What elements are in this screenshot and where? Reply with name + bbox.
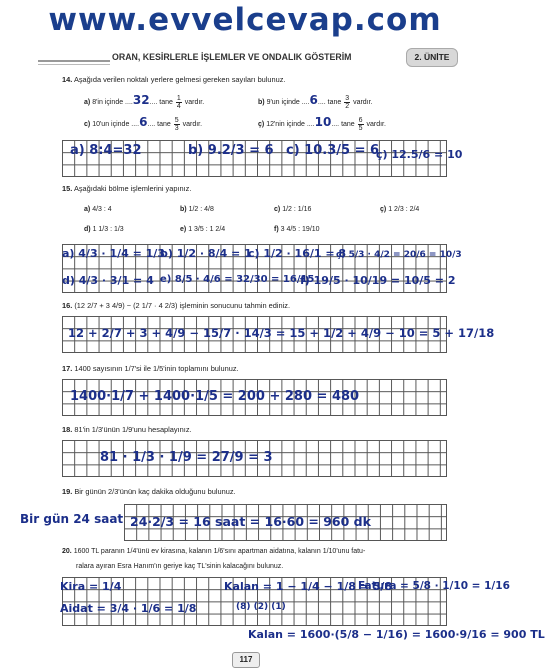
q15-work-a: a) 4/3 · 1/4 = 1/3 [62,247,165,260]
q15-work-d: d) 4/3 · 3/1 = 4 [62,274,154,287]
q15-work-f: f) 19/5 · 10/19 = 10/5 = 2 [300,274,456,287]
q15-work-e: e) 8/5 · 4/6 = 32/30 = 16/15 [160,274,315,285]
site-watermark: www.evvelcevap.com [48,2,442,38]
q15-e: e) 1 3/5 : 1 2/4 [180,226,226,233]
q15-work-c: c) 1/2 · 16/1 = 8 [248,247,347,260]
q18-work: 81 · 1/3 · 1/9 = 27/9 = 3 [100,450,273,465]
q14-prompt: 14. Aşağıda verilen noktalı yerlere gelmesi gereken sayıları bulunuz. [62,75,286,84]
q20-work-result: Kalan = 1600·(5/8 − 1/16) = 1600·9/16 = 900 TL [248,628,545,641]
q14-a: a) 8'in içinde ....32.... tane $\frac{1}{4}$ vardır. [84,93,205,110]
chapter-header [38,46,458,70]
chapter-title: ORAN, KESİRLERLE İŞLEMLER VE ONDALIK GÖSTERİM [112,52,352,62]
q14-work-b: b) 9.2/3 = 6 [188,143,274,158]
q14-b: b) 9'un içinde ....6.... tane $\frac{3}{2}$ vardır. [258,93,373,110]
q19-side-note: Bir gün 24 saat [20,512,124,526]
q20-work-aidat: Aidat = 3/4 · 1/6 = 1/8 [60,602,197,615]
q20-work-kalan: Kalan = 1 − 1/4 − 1/8 = 5/8 [224,580,393,593]
q15-c: c) 1/2 : 1/16 [274,206,312,213]
q19-work: 24·2/3 = 16 saat = 16·60 = 960 dk [130,514,371,529]
q18-prompt: 18. 81'in 1/3'ünün 1/9'unu hesaplayınız. [62,425,192,434]
q14-work-c: c) 10.3/5 = 6 [286,143,380,158]
q14-work-a: a) 8:4=32 [70,143,142,158]
q14-work-cc: ç) 12.5/6 = 10 [376,148,463,161]
q15-work-b: b) 1/2 · 8/4 = 1 [160,247,252,260]
q14-cc: ç) 12'nin içinde ....10.... tane $\frac{6}{5}$ vardır. [258,115,386,132]
q15-d: d) 1 1/3 : 1/3 [84,226,124,233]
unit-badge: 2. ÜNİTE [406,48,458,67]
q17-work: 1400·1/7 + 1400·1/5 = 200 + 280 = 480 [70,389,360,404]
q20-work-multipliers: (8) (2) (1) [236,602,286,612]
q15-f: f) 3 4/5 : 19/10 [274,226,320,233]
q16-work: 12 + 2/7 + 3 + 4/9 − 15/7 · 14/3 = 15 + 1/2 + 4/9 − 10 = 5 + 17/18 [68,326,495,340]
q15-a: a) 4/3 : 4 [84,206,112,213]
q20-prompt-line1: 20. 1600 TL paranın 1/4'ünü ev kirasına, kalanın 1/6'sını apartman aidatına, kalanın 1/10'unu fatu- [62,548,366,555]
q15-prompt: 15. Aşağıdaki bölme işlemlerini yapınız. [62,184,192,193]
page-number: 117 [232,652,260,668]
q15-cc: ç) 1 2/3 : 2/4 [380,206,420,213]
q14-c: c) 10'un içinde ....6.... tane $\frac{5}{3}$ vardır. [84,115,203,132]
q20-prompt-line2: ralara ayıran Esra Hanım'ın geriye kaç TL'sinin kalacağını bulunuz. [76,563,284,570]
q20-work-fatura: Fatura = 5/8 · 1/10 = 1/16 [358,580,510,592]
q20-work-kira: Kira = 1/4 [60,580,122,593]
q15-b: b) 1/2 : 4/8 [180,206,214,213]
q16-prompt: 16. (12 2/7 + 3 4/9) − (2 1/7 · 4 2/3) işleminin sonucunu tahmin ediniz. [62,301,291,310]
q19-prompt: 19. Bir günün 2/3'ünün kaç dakika olduğunu bulunuz. [62,487,236,496]
q17-prompt: 17. 1400 sayısının 1/7'si ile 1/5'inin toplamını bulunuz. [62,364,239,373]
q15-work-cc: ç) 5/3 · 4/2 = 20/6 = 10/3 [336,250,462,260]
